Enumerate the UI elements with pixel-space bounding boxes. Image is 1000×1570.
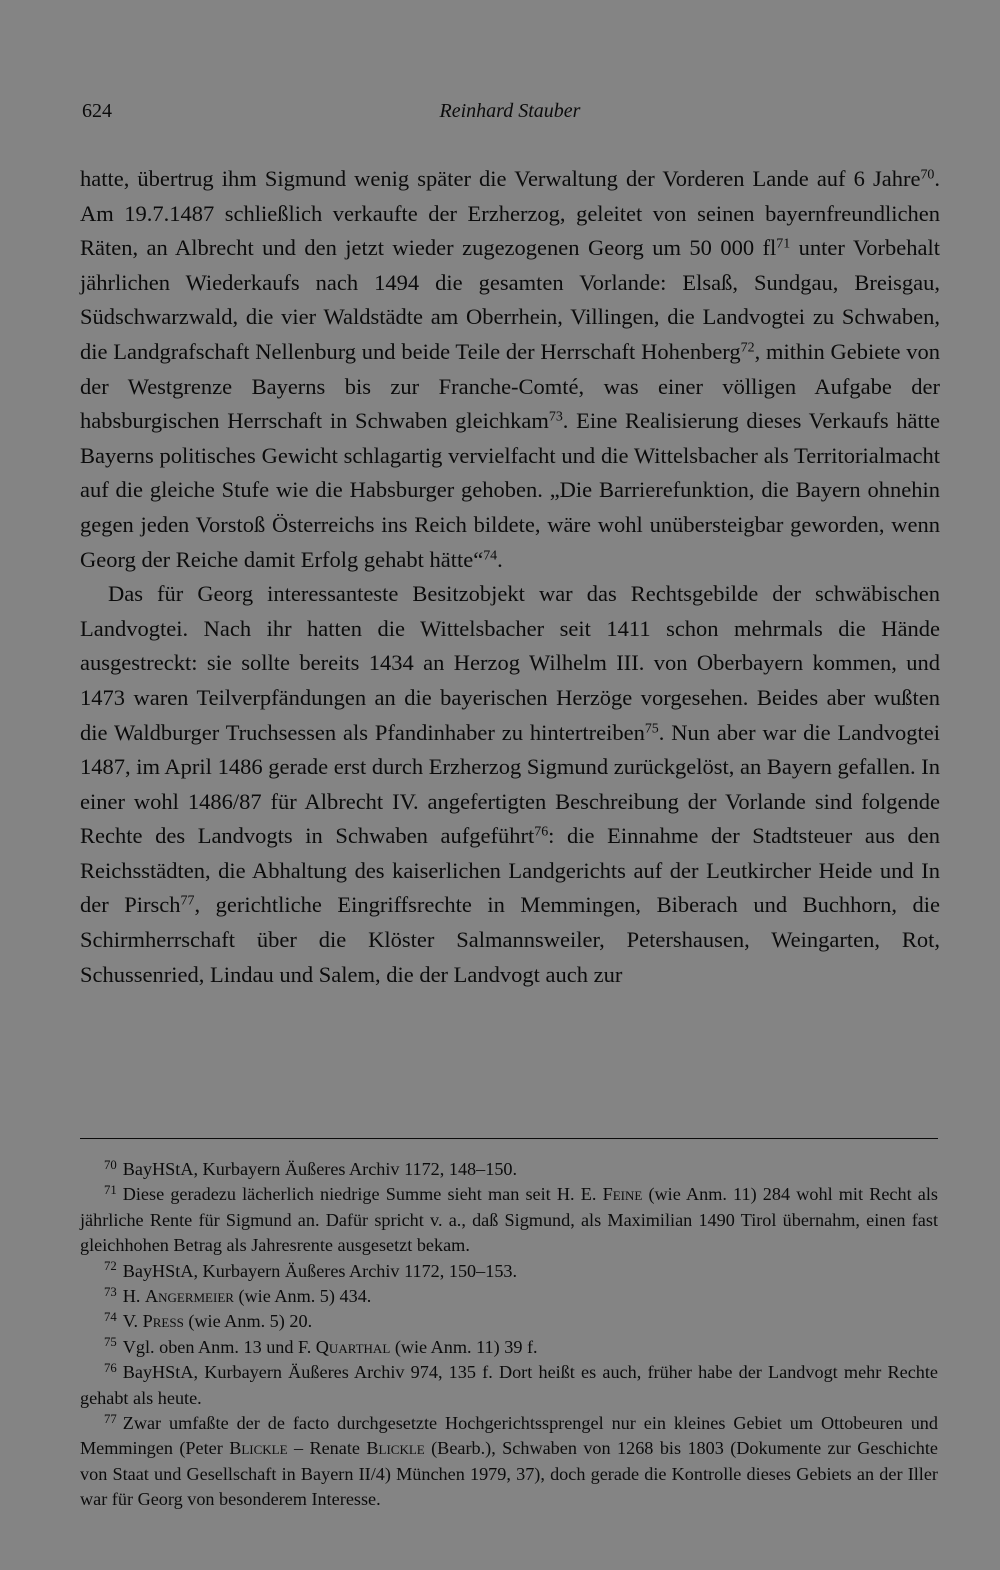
- footnote-text: BayHStA, Kurbayern Äußeres Archiv 1172, 150–153.: [122, 1260, 518, 1281]
- footnote-number: 76: [104, 1360, 117, 1375]
- author-name: Angermeier: [144, 1286, 234, 1307]
- footnote-text: BayHStA, Kurbayern Äußeres Archiv 974, 135 f. Dort heißt es auch, früher habe der Landvogt mehr Rechte gehabt als heute.: [80, 1362, 938, 1408]
- author-name: Blickle: [366, 1438, 425, 1459]
- text-segment: . Am 19.7.1487 schließlich verkaufte der Erzherzog, geleitet von seinen bayernfreundlichen Räten, an Albrecht und den jetzt wieder zugezogenen Georg um 50 000 fl: [80, 166, 940, 261]
- paragraph-2: [80, 577, 940, 992]
- footnote-ref-71[interactable]: 71: [776, 236, 791, 252]
- text-segment: hatte, übertrug ihm Sigmund wenig später die Verwaltung der Vorderen Lande auf 6 Jahre: [80, 166, 921, 191]
- text-segment: , gerichtliche Eingriffsrechte in Memmingen, Biberach und Buchhorn, die Schirmherrschaft über die Klöster Salmannsweiler, Petershausen, Weingarten, Rot, Schussenried, Lindau und Salem, die der Landvogt auch zur: [80, 892, 940, 987]
- page-number: 624: [82, 100, 112, 122]
- footnote-ref-76[interactable]: 76: [534, 824, 549, 840]
- footnote-73: [80, 1284, 938, 1309]
- footnote-text: (wie Anm. 5) 434.: [233, 1286, 372, 1307]
- footnote-number: 72: [104, 1259, 117, 1274]
- footnote-ref-70[interactable]: 70: [920, 167, 935, 183]
- footnote-76: [80, 1360, 938, 1411]
- footnote-ref-77[interactable]: 77: [180, 893, 195, 909]
- footnote-number: 71: [104, 1183, 117, 1198]
- footnote-ref-74[interactable]: 74: [483, 547, 498, 563]
- page-header: [80, 100, 940, 130]
- text-segment: Das für Georg interessanteste Besitzobjekt war das Rechtsgebilde der schwäbischen Landvogtei. Nach ihr hatten die Wittelsbacher seit 1411 schon mehrmals die Hände ausgestreckt: sie sollte bereits 1434 an Herzog Wilhelm III. von Oberbayern kommen, und 1473 waren Teilverpfändungen an die bayerischen Herzöge vorgesehen. Beides aber wußten die Waldburger Truchsessen als Pfandinhaber zu hintertreiben: [80, 581, 940, 745]
- footnote-text: H.: [122, 1286, 145, 1307]
- text-segment: , mithin Gebiete von der Westgrenze Bayerns bis zur Franche-Comté, was einer völligen Aufgabe der habsburgischen Herrschaft in Schwaben gleichkam: [80, 338, 940, 434]
- footnote-text: BayHStA, Kurbayern Äußeres Archiv 1172, 148–150.: [122, 1159, 518, 1179]
- footnote-number: 75: [104, 1335, 117, 1350]
- footnote-text: (wie Anm. 5) 20.: [183, 1311, 313, 1332]
- text-segment: : die Einnahme der Stadtsteuer aus den Reichsstädten, die Abhaltung des kaiserlichen Landgerichts auf der Leutkircher Heide und In der Pirsch: [80, 823, 940, 918]
- footnote-number: 77: [104, 1411, 117, 1426]
- running-head: Reinhard Stauber: [439, 100, 581, 122]
- footnote-71: [80, 1182, 938, 1258]
- footnote-divider: [80, 1138, 938, 1139]
- footnote-74: [80, 1309, 938, 1334]
- footnote-text: Vgl. oben Anm. 13 und F.: [122, 1336, 316, 1357]
- paragraph-1: [80, 162, 940, 577]
- footnote-77: [80, 1411, 938, 1513]
- text-segment: .: [497, 546, 503, 572]
- footnotes: [80, 1157, 938, 1513]
- main-text: [80, 162, 940, 992]
- footnote-text: (wie Anm. 11) 284 wohl mit Recht als jährliche Rente für Sigmund an. Dafür spricht v. a., daß Sigmund, als Maximilian 1490 Tirol übernahm, einen fast gleichhohen Betrag als Jahresrente ausgesetzt bekam.: [80, 1184, 939, 1256]
- author-name: Feine: [602, 1184, 643, 1205]
- text-segment: unter Vorbehalt jährlichen Wiederkaufs nach 1494 die gesamten Vorlande: Elsaß, Sundgau, Breisgau, Südschwarzwald, die vier Waldstädte am Oberrhein, Villingen, die Landvogtei zu Schwaben, die Landgrafschaft Nellenburg und beide Teile der Herrschaft Hohenberg: [80, 235, 941, 364]
- footnote-text: (Bearb.), Schwaben von 1268 bis 1803 (Dokumente zur Geschichte von Staat und Gesellschaft in Bayern II/4) München 1979, 37), doch gerade die Kontrolle dieses Gebiets an der Iller war für Georg von besonderem Interesse.: [80, 1438, 938, 1510]
- footnote-ref-75[interactable]: 75: [644, 720, 659, 736]
- footnote-text: Diese geradezu lächerlich niedrige Summe sieht man seit H. E.: [122, 1184, 603, 1205]
- text-segment: . Nun aber war die Landvogtei 1487, im April 1486 gerade erst durch Erzherzog Sigmund zurückgelöst, an Bayern gefallen. In einer wohl 1486/87 für Albrecht IV. angefertigten Beschreibung der Vorlande sind folgende Rechte des Landvogts in Schwaben aufgeführt: [80, 719, 940, 849]
- author-name: Press: [142, 1311, 184, 1332]
- footnote-number: 70: [104, 1157, 117, 1172]
- footnote-ref-72[interactable]: 72: [740, 340, 755, 356]
- author-name: Blickle: [229, 1438, 288, 1459]
- author-name: Quarthal: [315, 1336, 391, 1357]
- footnote-number: 73: [104, 1284, 117, 1299]
- footnote-text: – Renate: [287, 1438, 367, 1459]
- footnote-75: [80, 1335, 938, 1360]
- footnote-number: 74: [104, 1310, 117, 1325]
- footnote-70: [80, 1157, 938, 1182]
- text-segment: . Eine Realisierung dieses Verkaufs hätte Bayerns politisches Gewicht schlagartig vervielfacht und die Wittelsbacher als Territorialmacht auf die gleiche Stufe wie die Habsburger gehoben. „Die Barrierefunktion, die Bayern ohnehin gegen jeden Vorstoß Österreichs ins Reich bildete, wäre wohl unübersteigbar geworden, wenn Georg der Reiche damit Erfolg gehabt hätte“: [80, 408, 940, 572]
- footnote-ref-73[interactable]: 73: [548, 409, 563, 425]
- footnote-text: V.: [122, 1311, 143, 1332]
- footnote-text: Zwar umfaßte der de facto durchgesetzte Hochgerichtssprengel nur ein kleines Gebiet um Ottobeuren und Memmingen (Peter: [80, 1413, 938, 1459]
- footnote-text: (wie Anm. 11) 39 f.: [390, 1336, 538, 1357]
- footnote-72: [80, 1259, 938, 1284]
